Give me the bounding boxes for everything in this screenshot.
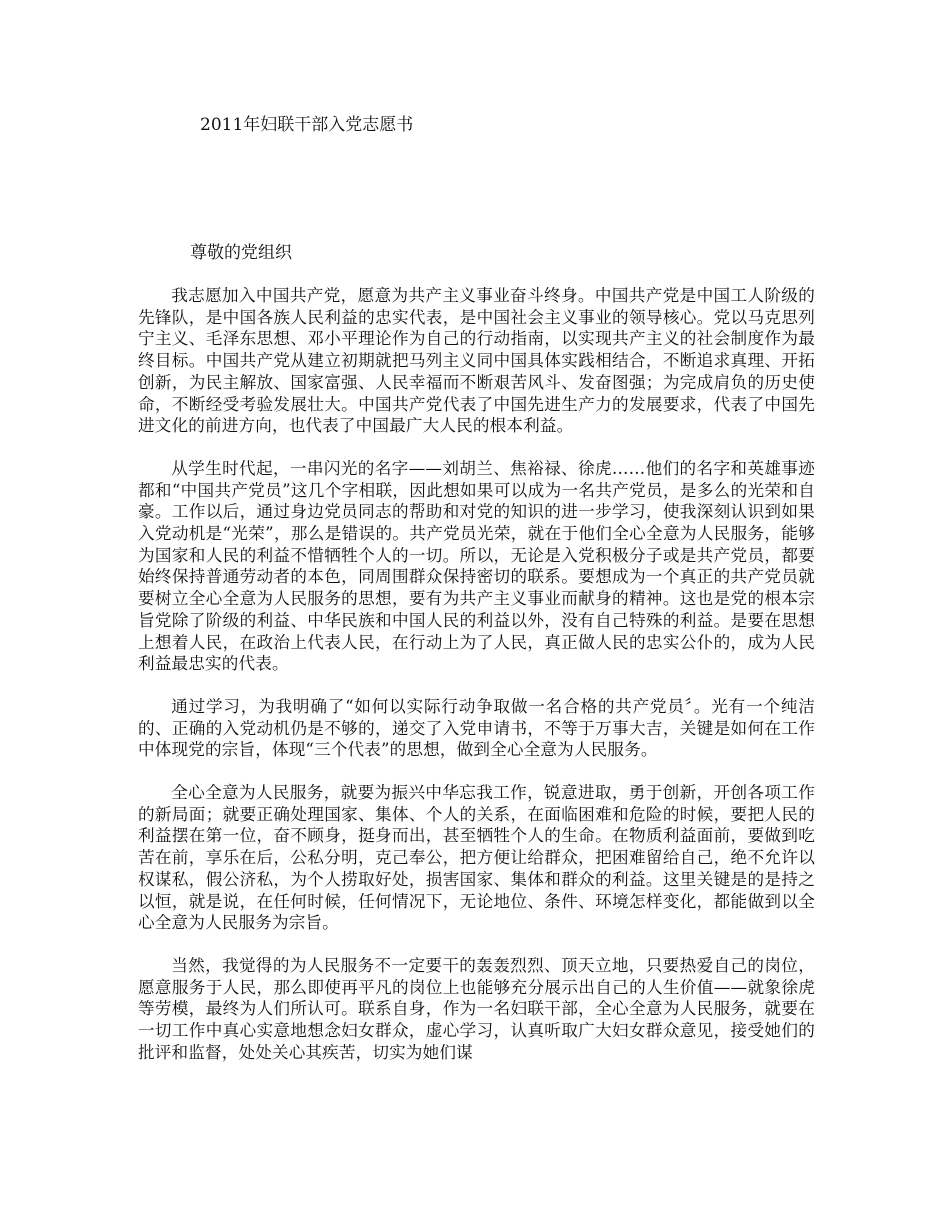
paragraph: 通过学习，为我明确了“如何以实际行动争取做一名合格的共产党员〞。光有一个纯洁的、正确的入党动机仍是不够的，递交了入党申请书，不等于万事大吉，关键是如何在工作中体现党的宗旨，体现“三个代表”的思想，做到全心全意为人民服务。 <box>138 696 815 760</box>
document-title: 2011年妇联干部入党志愿书 <box>200 115 414 135</box>
paragraph: 当然，我觉得的为人民服务不一定要干的轰轰烈烈、顶天立地，只要热爱自己的岗位，愿意服务于人民，那么即使再平凡的岗位上也能够充分展示出自己的人生价值——就象徐虎等劳模，最终为人们所认可。联系自身，作为一名妇联干部，全心全意为人民服务，就要在一切工作中真心实意地想念妇女群众，虚心学习，认真听取广大妇女群众意见，接受她们的批评和监督，处处关心其疾苦，切实为她们谋 <box>138 955 815 1062</box>
salutation: 尊敬的党组织 <box>190 243 292 263</box>
paragraph: 全心全意为人民服务，就要为振兴中华忘我工作，锐意进取，勇于创新，开创各项工作的新局面；就要正确处理国家、集体、个人的关系，在面临困难和危险的时候，要把人民的利益摆在第一位，奋不顾身，挺身而出，甚至牺牲个人的生命。在物质利益面前，要做到吃苦在前，享乐在后，公私分明，克己奉公，把方便让给群众，把困难留给自己，绝不允许以权谋私，假公济私，为个人捞取好处，损害国家、集体和群众的利益。这里关键是的是持之以恒，就是说，在任何时候，任何情况下，无论地位、条件、环境怎样变化，都能做到以全心全意为人民服务为宗旨。 <box>138 783 815 933</box>
document-body <box>138 285 815 1085</box>
paragraph: 从学生时代起，一串闪光的名字——刘胡兰、焦裕禄、徐虎……他们的名字和英雄事迹都和“中国共产党员”这几个字相联，因此想如果可以成为一名共产党员，是多么的光荣和自豪。工作以后，通过身边党员同志的帮助和对党的知识的进一步学习，使我深刻认识到如果入党动机是“光荣”，那么是错误的。共产党员光荣，就在于他们全心全意为人民服务，能够为国家和人民的利益不惜牺牲个人的一切。所以，无论是入党积极分子或是共产党员，都要始终保持普通劳动者的本色，同周围群众保持密切的联系。要想成为一个真正的共产党员就要树立全心全意为人民服务的思想，要有为共产主义事业而献身的精神。这也是党的根本宗旨党除了阶级的利益、中华民族和中国人民的利益以外，没有自己特殊的利益。是要在思想上想着人民，在政治上代表人民，在行动上为了人民，真正做人民的忠实公仆的，成为人民利益最忠实的代表。 <box>138 458 815 674</box>
paragraph: 我志愿加入中国共产党，愿意为共产主义事业奋斗终身。中国共产党是中国工人阶级的先锋队，是中国各族人民利益的忠实代表，是中国社会主义事业的领导核心。党以马克思列宁主义、毛泽东思想、邓小平理论作为自己的行动指南，以实现共产主义的社会制度作为最终目标。中国共产党从建立初期就把马列主义同中国具体实践相结合，不断追求真理、开拓创新，为民主解放、国家富强、人民幸福而不断艰苦风斗、发奋图强；为完成肩负的历史使命，不断经受考验发展壮大。中国共产党代表了中国先进生产力的发展要求，代表了中国先进文化的前进方向，也代表了中国最广大人民的根本利益。 <box>138 286 815 436</box>
